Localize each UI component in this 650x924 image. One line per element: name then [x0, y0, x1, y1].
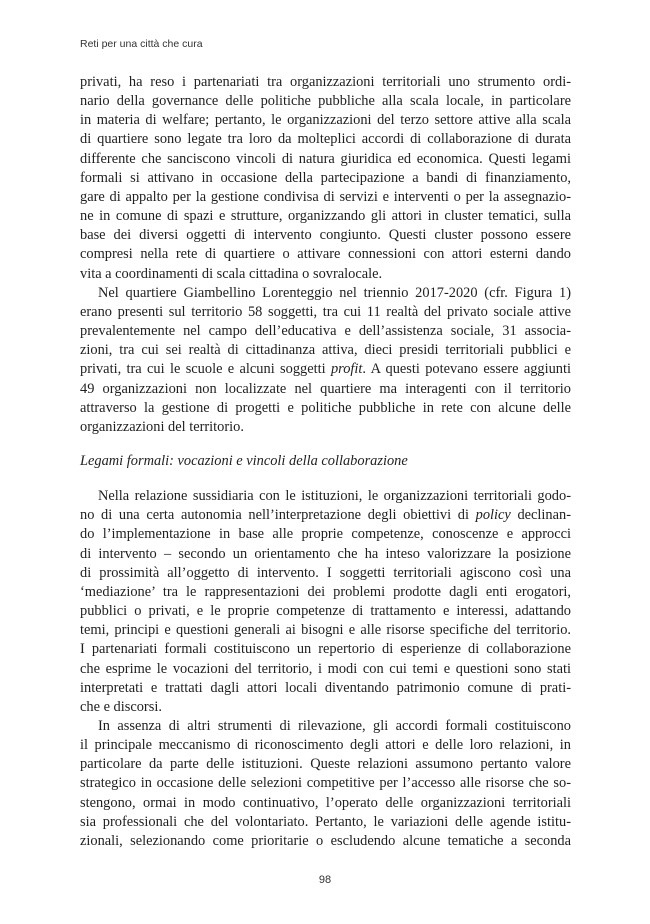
text-run: no di una certa autonomia nell’interpretazione degli obiettivi di: [80, 507, 476, 524]
text-line: pubblici o privati, e le proprie competenze di trattamento e interessi, adattando: [80, 603, 571, 620]
text-line: Nella relazione sussidiaria con le istituzioni, le organizzazioni territoriali godo-: [98, 488, 571, 505]
text-line: privati, ha reso i partenariati tra organizzazioni territoriali uno strumento ordi-: [80, 74, 571, 90]
text-run: declinan-: [510, 507, 571, 524]
text-line: differente che sanciscono vincoli di natura giuridica ed economica. Questi legami: [80, 150, 571, 167]
text-line: zionali, selezionando come prioritarie o escludendo alcune tematiche a seconda: [80, 832, 571, 849]
text-line: che esprime le vocazioni del territorio, i modi con cui temi e questioni sono stati: [80, 660, 571, 677]
text-line: temi, principi e questioni generali ai bisogni e alle risorse specifiche del territorio.: [80, 622, 571, 639]
text-line: zioni, tra cui sei realtà di cittadinanza attiva, dieci presidi territoriali pubblici e: [80, 342, 571, 359]
paragraph-2: [80, 284, 571, 437]
text-line: il principale meccanismo di riconoscimento degli attori e delle loro relazioni, in: [80, 737, 571, 754]
text-line: [80, 506, 571, 525]
text-line: In assenza di altri strumenti di rilevazione, gli accordi formali costituiscono: [98, 718, 571, 734]
running-head: Reti per una città che cura: [80, 38, 203, 50]
text-line: [80, 360, 571, 379]
paragraph-4: [80, 717, 571, 851]
page-number: 98: [318, 874, 332, 886]
text-line: organizzazioni del territorio.: [80, 418, 244, 435]
section-heading: Legami formali: vocazioni e vincoli della collaborazione: [80, 452, 408, 469]
text-run: privati, tra cui le scuole e alcuni soggetti: [80, 361, 331, 378]
text-line: prevalentemente nel campo dell’educativa e dell’assistenza sociale, 31 associa-: [80, 323, 571, 340]
text-line: vita a coordinamenti di scala cittadina o sovralocale.: [80, 265, 383, 282]
text-line: di intervento – secondo un orientamento che ha inteso valorizzare la posizione: [80, 545, 571, 562]
italic-term: policy: [475, 507, 511, 524]
text-line: in materia di welfare; pertanto, le organizzazioni del terzo settore attive alla scala: [80, 112, 571, 129]
text-line: 49 organizzazioni non localizzate nel quartiere ma interagenti con il territorio: [80, 380, 571, 397]
text-line: base dei diversi oggetti di intervento congiunto. Questi cluster possono essere: [80, 227, 571, 244]
text-line: di prossimità all’oggetto di intervento. I soggetti territoriali agiscono così una: [80, 564, 571, 581]
text-line: compresi nella rete di quartiere o attivare connessioni con attori esterni dando: [80, 246, 571, 263]
text-line: ne in comune di spazi e strutture, organizzando gli attori in cluster tematici, sulla: [80, 208, 571, 225]
text-line: formali si attivano in occasione della partecipazione a bandi di finanziamento,: [80, 169, 571, 186]
text-line: che e discorsi.: [80, 698, 162, 715]
italic-term: profit: [330, 361, 363, 378]
text-line: stengono, ormai in modo continuativo, l’operato delle organizzazioni territoriali: [80, 794, 571, 811]
text-line: attraverso la gestione di progetti e politiche pubbliche in rete con alcune delle: [80, 399, 571, 416]
text-run: . A questi potevano essere aggiunti: [362, 361, 571, 378]
text-line: Nel quartiere Giambellino Lorenteggio nel triennio 2017-2020 (cfr. Figura 1): [98, 284, 571, 301]
text-line: nario della governance delle politiche pubbliche alla scala locale, in particolare: [80, 93, 571, 110]
text-line: I partenariati formali costituiscono un repertorio di esperienze di collaborazione: [80, 641, 571, 658]
paragraph-3: [80, 487, 571, 717]
text-line: do l’implementazione in base alle proprie competenze, conoscenze e approcci: [80, 526, 571, 543]
body-text: [80, 73, 571, 851]
text-line: interpretati e trattati dagli attori locali diventando patrimonio comune di prati-: [80, 679, 571, 696]
text-line: particolare da parte delle istituzioni. Queste relazioni assumono pertanto valore: [80, 756, 571, 773]
text-line: gare di appalto per la gestione condivisa di servizi e interventi o per la assegnazio-: [80, 188, 571, 205]
paragraph-1: [80, 73, 571, 284]
text-line: sia professionali che del volontariato. Pertanto, le variazioni delle agende istitu-: [80, 813, 571, 830]
text-line: erano presenti sul territorio 58 soggetti, tra cui 11 realtà del privato sociale attive: [80, 303, 571, 320]
text-line: strategico in occasione delle selezioni competitive per l’accesso alle risorse che so-: [80, 775, 571, 792]
text-line: di quartiere sono legate tra loro da molteplici accordi di collaborazione di durata: [80, 131, 571, 148]
text-line: ‘mediazione’ tra le rappresentazioni dei problemi prodotte dagli enti erogatori,: [80, 583, 571, 600]
